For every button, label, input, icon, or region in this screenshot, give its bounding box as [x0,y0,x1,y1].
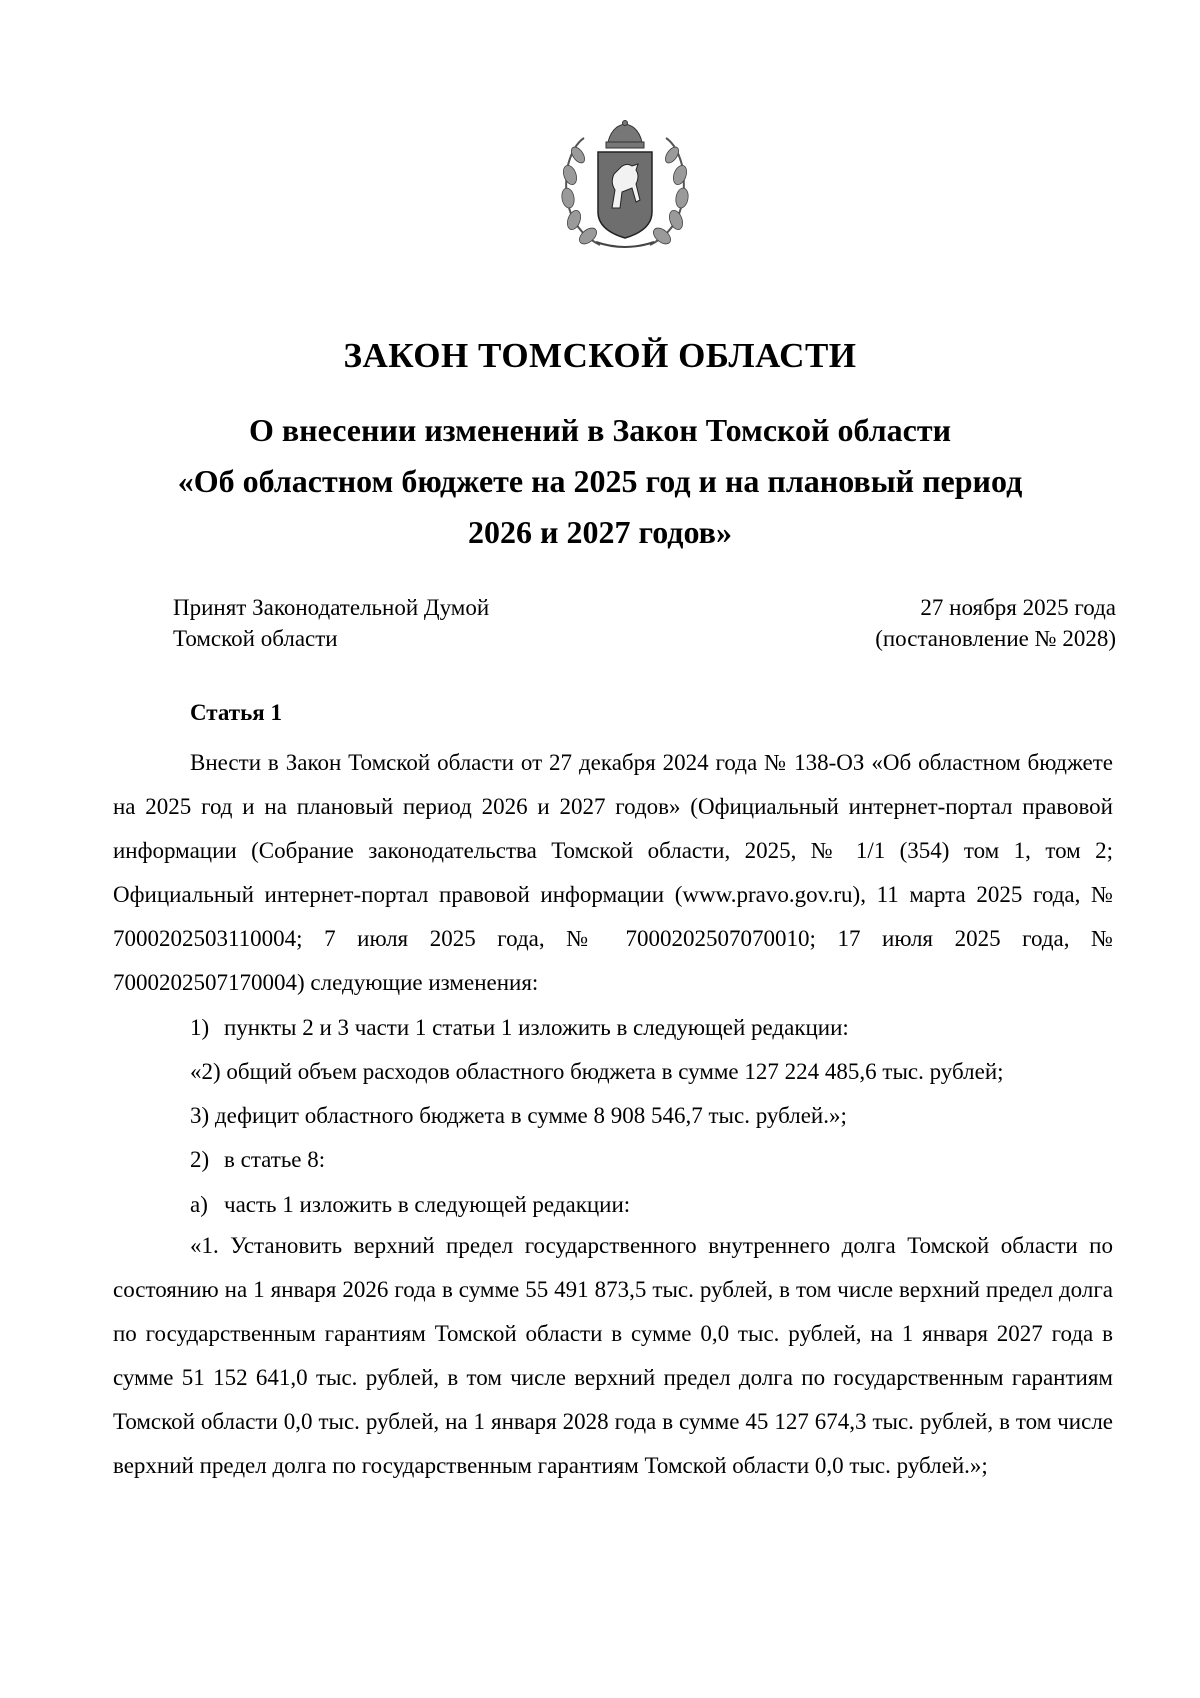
adopted-by-line: Принят Законодательной Думой [173,595,490,620]
article-heading: Статья 1 [190,700,282,725]
tomsk-coat-of-arms-icon [560,120,690,252]
list-item [190,1006,849,1050]
list-item-text: часть 1 изложить в следующей редакции: [224,1192,631,1217]
list-item [190,1183,630,1227]
resolution-number: (постановление № 2028) [875,626,1116,651]
adoption-date: 27 ноября 2025 года [920,595,1116,620]
list-item [190,1138,325,1182]
list-item-text: в статье 8: [224,1147,326,1172]
list-item-number: а) [190,1192,208,1217]
quote-line: «2) общий объем расходов областного бюджета в сумме 127 224 485,6 тыс. рублей; [190,1059,1004,1084]
law-subtitle [0,405,1200,558]
article-intro-paragraph: Внести в Закон Томской области от 27 декабря 2024 года № 138-ОЗ «Об областном бюджете на 2025 год и на плановый период 2026 и 2027 годов» (Официальный интернет-портал правовой информации (Собрание законодательства Томской области, 2025, № 1/1 (354) том 1, том 2; Официальный интернет-портал правовой информации (www.pravo.gov.ru), 11 марта 2025 года, № 7000202503110004; 7 июля 2025 года, № 7000202507070010; 17 июля 2025 года, № 7000202507170004) следующие изменения: [113,750,1113,995]
subtitle-line: «Об областном бюджете на 2025 год и на плановый период [177,463,1023,499]
subtitle-line: О внесении изменений в Закон Томской области [249,412,951,448]
list-item-number: 2) [190,1147,210,1172]
list-item-text: пункты 2 и 3 части 1 статьи 1 изложить в следующей редакции: [224,1015,849,1040]
quote-line: 3) дефицит областного бюджета в сумме 8 908 546,7 тыс. рублей.»; [190,1103,847,1128]
adoption-date-block [875,592,1116,654]
law-title: ЗАКОН ТОМСКОЙ ОБЛАСТИ [343,336,857,375]
adopted-by-block [173,592,489,654]
list-item-number: 1) [190,1015,210,1040]
subtitle-line: 2026 и 2027 годов» [468,514,732,550]
debt-limit-paragraph: «1. Установить верхний предел государственного внутреннего долга Томской области по состоянию на 1 января 2026 года в сумме 55 491 873,5 тыс. рублей, в том числе верхний предел долга по государственным гарантиям Томской области в сумме 0,0 тыс. рублей, на 1 января 2027 года в сумме 51 152 641,0 тыс. рублей, в том числе верхний предел долга по государственным гарантиям Томской области 0,0 тыс. рублей, на 1 января 2028 года в сумме 45 127 674,3 тыс. рублей, в том числе верхний предел долга по государственным гарантиям Томской области 0,0 тыс. рублей.»; [113,1233,1113,1478]
adopted-by-line: Томской области [173,626,338,651]
